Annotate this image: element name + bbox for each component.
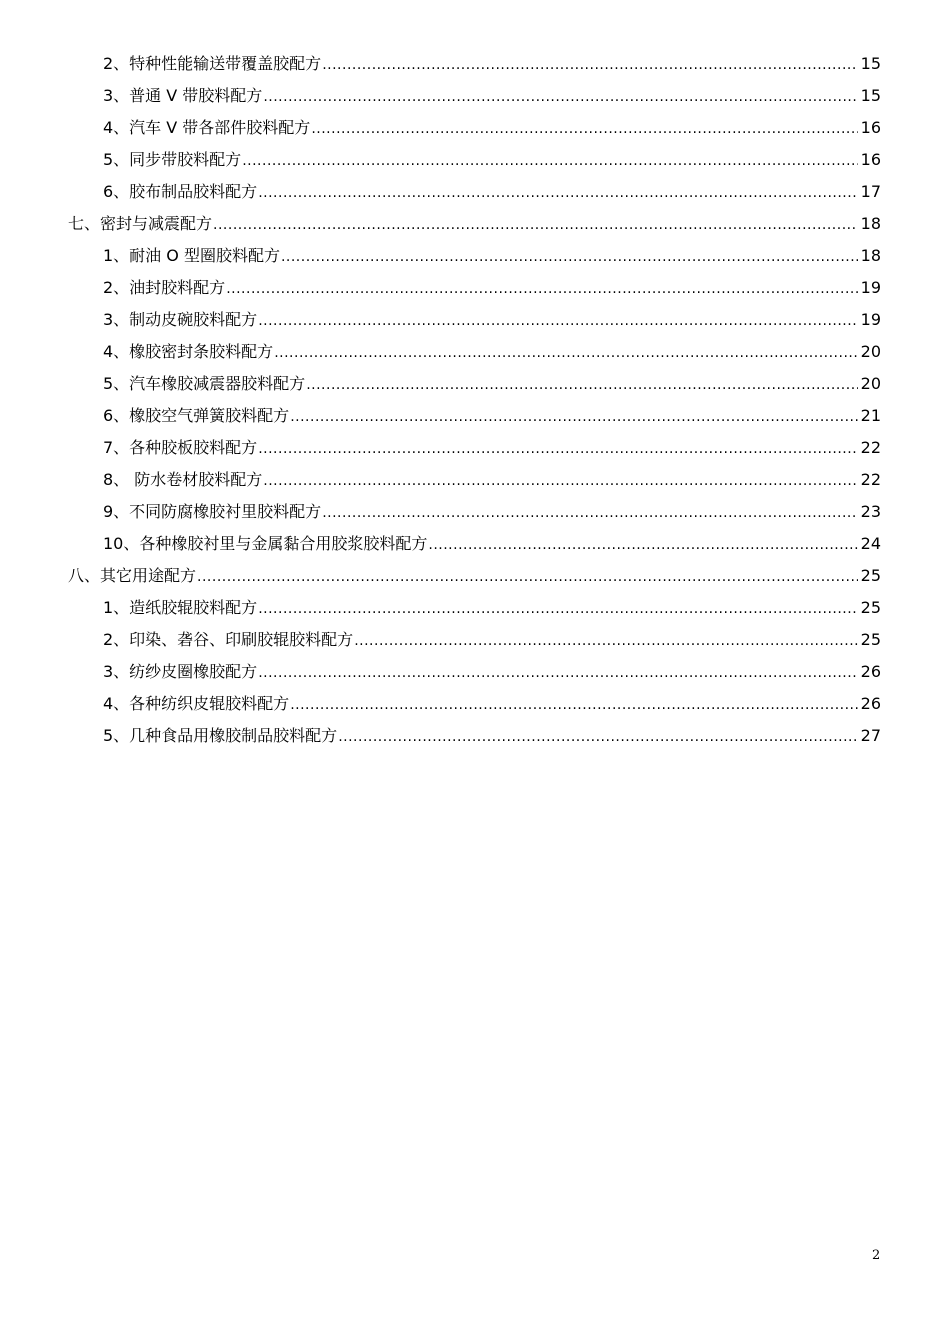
toc-entry-page: 26 — [860, 662, 881, 681]
toc-dot-leader — [274, 336, 858, 368]
toc-entry-page: 20 — [860, 342, 881, 361]
toc-dot-leader — [258, 304, 858, 336]
toc-entry-title: 2、印染、砻谷、印刷胶辊胶料配方 — [103, 630, 354, 649]
toc-entry-page: 18 — [860, 246, 881, 265]
toc-entry-page: 16 — [860, 150, 881, 169]
toc-entry-title: 6、胶布制品胶料配方 — [103, 182, 258, 201]
toc-section-row[interactable] — [0, 592, 950, 624]
toc-dot-leader — [258, 432, 858, 464]
toc-section-row[interactable] — [0, 368, 950, 400]
toc-entry-title: 5、同步带胶料配方 — [103, 150, 242, 169]
toc-section-row[interactable] — [0, 720, 950, 752]
toc-entry-title: 5、汽车橡胶减震器胶料配方 — [103, 374, 306, 393]
toc-entry-title: 4、橡胶密封条胶料配方 — [103, 342, 274, 361]
toc-entry-title: 6、橡胶空气弹簧胶料配方 — [103, 406, 290, 425]
toc-dot-leader — [197, 560, 858, 592]
toc-dot-leader — [322, 48, 858, 80]
toc-entry-title: 8、 防水卷材胶料配方 — [103, 470, 263, 489]
toc-entry-page: 15 — [860, 54, 881, 73]
toc-section-row[interactable] — [0, 240, 950, 272]
toc-entry-title: 5、几种食品用橡胶制品胶料配方 — [103, 726, 338, 745]
toc-dot-leader — [290, 400, 858, 432]
toc-section-row[interactable] — [0, 304, 950, 336]
toc-section-row[interactable] — [0, 48, 950, 80]
toc-entry-title: 七、密封与减震配方 — [68, 214, 213, 233]
toc-entry-page: 21 — [860, 406, 881, 425]
toc-entry-title: 八、其它用途配方 — [68, 566, 197, 585]
toc-dot-leader — [213, 208, 858, 240]
toc-entry-title: 2、特种性能输送带覆盖胶配方 — [103, 54, 322, 73]
toc-dot-leader — [242, 144, 858, 176]
toc-entry-title: 1、造纸胶辊胶料配方 — [103, 598, 258, 617]
toc-dot-leader — [311, 112, 858, 144]
toc-entry-page: 17 — [860, 182, 881, 201]
toc-section-row[interactable] — [0, 80, 950, 112]
toc-dot-leader — [258, 176, 858, 208]
toc-section-row[interactable] — [0, 528, 950, 560]
toc-entry-page: 25 — [860, 598, 881, 617]
toc-entry-title: 4、汽车 V 带各部件胶料配方 — [103, 118, 311, 137]
toc-entry-page: 25 — [860, 566, 881, 585]
toc-dot-leader — [258, 592, 858, 624]
toc-section-row[interactable] — [0, 496, 950, 528]
page-number: 2 — [872, 1248, 881, 1263]
toc-dot-leader — [322, 496, 858, 528]
toc-dot-leader — [338, 720, 858, 752]
toc-dot-leader — [226, 272, 858, 304]
toc-section-row[interactable] — [0, 112, 950, 144]
toc-entry-page: 23 — [860, 502, 881, 521]
toc-section-row[interactable] — [0, 656, 950, 688]
toc-section-row[interactable] — [0, 464, 950, 496]
toc-section-row[interactable] — [0, 432, 950, 464]
toc-dot-leader — [263, 80, 858, 112]
toc-entry-page: 26 — [860, 694, 881, 713]
toc-entry-page: 22 — [860, 438, 881, 457]
toc-section-row[interactable] — [0, 272, 950, 304]
toc-section-row[interactable] — [0, 176, 950, 208]
toc-entry-page: 19 — [860, 310, 881, 329]
toc-entry-page: 25 — [860, 630, 881, 649]
toc-section-row[interactable] — [0, 400, 950, 432]
toc-dot-leader — [263, 464, 858, 496]
toc-entry-title: 10、各种橡胶衬里与金属黏合用胶浆胶料配方 — [103, 534, 428, 553]
toc-section-row[interactable] — [0, 144, 950, 176]
toc-dot-leader — [290, 688, 858, 720]
toc-entry-title: 2、油封胶料配方 — [103, 278, 226, 297]
toc-entry-page: 20 — [860, 374, 881, 393]
toc-entry-page: 27 — [860, 726, 881, 745]
toc-entry-page: 19 — [860, 278, 881, 297]
toc-section-row[interactable] — [0, 336, 950, 368]
toc-chapter-row[interactable] — [0, 560, 950, 592]
toc-entry-title: 1、耐油 O 型圈胶料配方 — [103, 246, 280, 265]
toc-dot-leader — [306, 368, 858, 400]
toc-entry-title: 9、不同防腐橡胶衬里胶料配方 — [103, 502, 322, 521]
toc-dot-leader — [258, 656, 858, 688]
toc-entry-title: 3、制动皮碗胶料配方 — [103, 310, 258, 329]
toc-entry-title: 3、纺纱皮圈橡胶配方 — [103, 662, 258, 681]
toc-section-row[interactable] — [0, 688, 950, 720]
toc-entry-page: 18 — [860, 214, 881, 233]
toc-entry-page: 24 — [860, 534, 881, 553]
toc-entry-title: 7、各种胶板胶料配方 — [103, 438, 258, 457]
toc-entry-page: 16 — [860, 118, 881, 137]
toc-entry-page: 22 — [860, 470, 881, 489]
toc-dot-leader — [428, 528, 858, 560]
toc-entry-page: 15 — [860, 86, 881, 105]
toc-entry-title: 3、普通 V 带胶料配方 — [103, 86, 263, 105]
toc-chapter-row[interactable] — [0, 208, 950, 240]
toc-section-row[interactable] — [0, 624, 950, 656]
toc-dot-leader — [354, 624, 858, 656]
toc-dot-leader — [281, 240, 858, 272]
toc-entry-title: 4、各种纺织皮辊胶料配方 — [103, 694, 290, 713]
